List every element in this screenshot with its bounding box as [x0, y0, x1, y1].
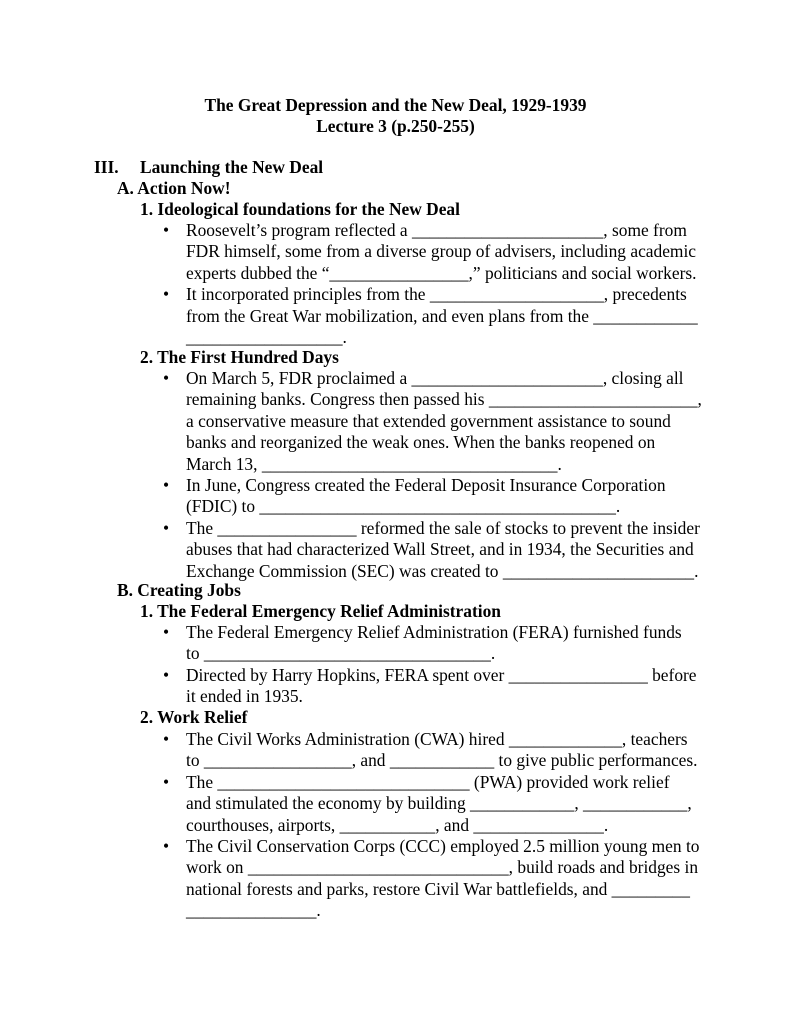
bullet-line: courthouses, airports, ___________, and _______________.: [186, 814, 609, 835]
document-title: The Great Depression and the New Deal, 1929-1939: [204, 95, 587, 115]
bullet-item: [163, 220, 733, 284]
bullet-icon: •: [163, 664, 170, 685]
bullet-line: The Civil Works Administration (CWA) hired _____________, teachers: [186, 729, 688, 749]
bullet-line: to _________________________________.: [186, 643, 496, 664]
item-heading: 1. Ideological foundations for the New Deal: [140, 199, 460, 219]
item-heading: 2. Work Relief: [140, 707, 248, 727]
bullet-line: March 13, __________________________________.: [186, 453, 562, 474]
bullet-line: and stimulated the economy by building ____________, ____________,: [186, 793, 692, 814]
bullet-item: [163, 665, 733, 708]
section-heading: Launching the New Deal: [140, 157, 324, 177]
bullet-icon: •: [163, 368, 170, 388]
bullet-line: (FDIC) to _________________________________________.: [186, 496, 621, 517]
bullet-line: from the Great War mobilization, and even plans from the ____________: [186, 305, 698, 326]
bullet-item: [163, 475, 733, 518]
part-a-label: A. Action Now!: [117, 178, 231, 198]
document-subtitle: Lecture 3 (p.250-255): [316, 116, 475, 136]
bullet-item: [163, 772, 733, 836]
bullet-line: FDR himself, some from a diverse group of advisers, including academic: [186, 241, 697, 262]
bullet-item: [163, 368, 733, 475]
bullet-line: it ended in 1935.: [186, 686, 303, 707]
bullet-line: Exchange Commission (SEC) was created to ______________________.: [186, 560, 699, 581]
bullet-item: [163, 622, 733, 665]
bullet-line: The ________________ reformed the sale of stocks to prevent the insider: [186, 517, 700, 538]
bullet-line: national forests and parks, restore Civil War battlefields, and _________: [186, 878, 690, 899]
bullet-icon: •: [163, 729, 170, 749]
bullet-item: [163, 729, 733, 772]
bullet-line: __________________.: [186, 327, 347, 348]
bullet-list: [163, 622, 733, 708]
bullet-item: [163, 518, 733, 582]
bullet-line: In June, Congress created the Federal Deposit Insurance Corporation: [186, 475, 666, 496]
bullet-icon: •: [163, 517, 170, 538]
item-heading: 2. The First Hundred Days: [140, 347, 339, 367]
bullet-icon: •: [163, 622, 170, 642]
bullet-line: On March 5, FDR proclaimed a ______________________, closing all: [186, 368, 684, 388]
bullet-line: The _____________________________ (PWA) provided work relief: [186, 771, 670, 792]
bullet-line: The Federal Emergency Relief Administration (FERA) furnished funds: [186, 622, 682, 642]
bullet-icon: •: [163, 771, 170, 792]
bullet-line: banks and reorganized the weak ones. When the banks reopened on: [186, 432, 656, 453]
bullet-list: [163, 729, 733, 922]
bullet-line: Directed by Harry Hopkins, FERA spent over ________________ before: [186, 664, 697, 685]
bullet-line: The Civil Conservation Corps (CCC) employed 2.5 million young men to: [186, 836, 700, 857]
bullet-line: abuses that had characterized Wall Street, and in 1934, the Securities and: [186, 539, 694, 560]
bullet-line: experts dubbed the “________________,” politicians and social workers.: [186, 262, 697, 283]
bullet-line: remaining banks. Congress then passed his ________________________,: [186, 389, 702, 410]
item-heading: 1. The Federal Emergency Relief Administration: [140, 601, 501, 621]
title-block: [0, 95, 791, 137]
bullet-line: to _________________, and ____________ to give public performances.: [186, 750, 698, 771]
part-b-label: B. Creating Jobs: [117, 580, 241, 600]
bullet-icon: •: [163, 836, 170, 857]
bullet-list: [163, 220, 733, 348]
bullet-line: a conservative measure that extended government assistance to sound: [186, 410, 671, 431]
bullet-line: _______________.: [186, 900, 321, 921]
bullet-line: Roosevelt’s program reflected a ______________________, some from: [186, 220, 687, 240]
bullet-list: [163, 368, 733, 582]
bullet-item: [163, 284, 733, 348]
section-numeral: III.: [94, 157, 119, 177]
bullet-icon: •: [163, 284, 170, 305]
bullet-line: work on ______________________________, build roads and bridges in: [186, 857, 699, 878]
bullet-line: It incorporated principles from the ____________________, precedents: [186, 284, 687, 305]
bullet-icon: •: [163, 220, 170, 240]
bullet-item: [163, 836, 733, 922]
bullet-icon: •: [163, 475, 170, 496]
